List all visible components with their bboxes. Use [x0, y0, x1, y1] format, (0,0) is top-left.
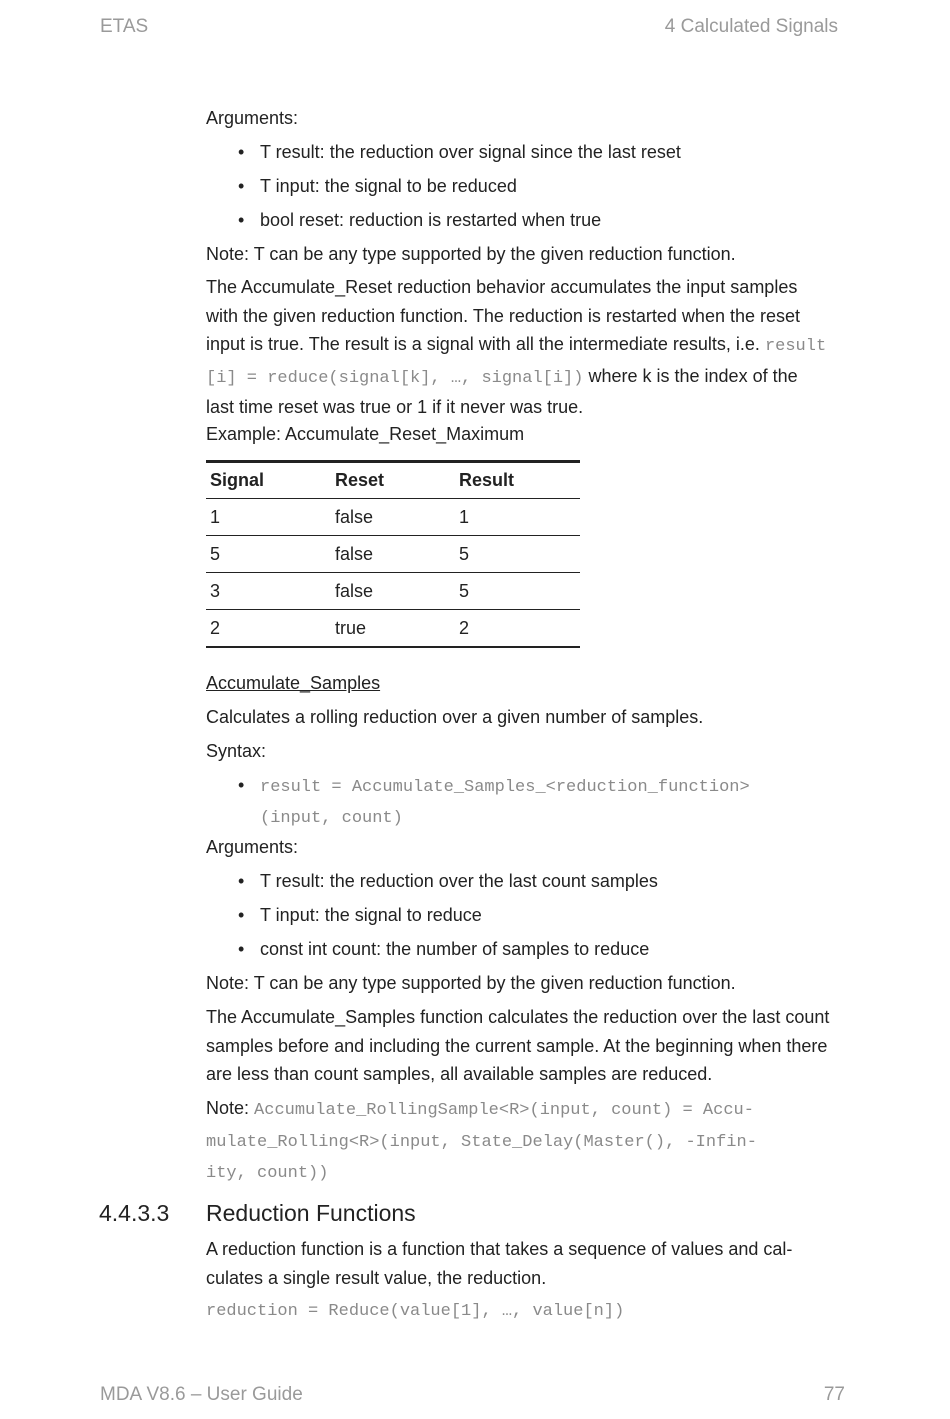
table-cell: 5 — [455, 536, 580, 573]
column-header: Result — [455, 462, 580, 499]
bullet-icon: • — [238, 905, 245, 925]
rolling-note: Note: Accumulate_RollingSample<R>(input, count) = Accu- mulate_Rolling<R>(input, State_Delay(Master(), -Infin- ity, count)) — [206, 1098, 757, 1183]
section-number: 4.4.3.3 — [99, 1200, 170, 1226]
bullet-icon: • — [238, 142, 245, 162]
inline-code: Accumulate_RollingSample<R>(input, count) = Accu- — [254, 1101, 754, 1120]
table-cell: 2 — [455, 610, 580, 648]
table-cell: 5 — [206, 536, 331, 573]
header-right: 4 Calculated Signals — [664, 16, 838, 37]
bullet-icon: • — [238, 939, 245, 959]
section-heading-accumulate-samples: Accumulate_Samples — [206, 673, 381, 693]
arguments-label: Arguments: — [206, 108, 299, 128]
header-left: ETAS — [100, 16, 149, 37]
reduction-code: reduction = Reduce(value[1], …, value[n]) — [206, 1302, 625, 1321]
reduction-paragraph: A reduction function is a function that takes a sequence of values and cal- culates a single result value, the reduction. — [206, 1239, 793, 1288]
table-cell: true — [331, 610, 455, 648]
bullet-icon: • — [238, 176, 245, 196]
note-text: Note: T can be any type supported by the given reduction function. — [206, 244, 736, 264]
reset-description: The Accumulate_Reset reduction behavior accumulates the input samples with the given reduction function. The reduction is restarted when the reset input is true. The result is a signal with all the intermediate results, i.e. result [i] = reduce(signal[k], …, signal[i]) where k is the index of the last time reset was true or 1 if it never was true. — [206, 277, 827, 417]
table-row — [206, 610, 580, 648]
bullet-icon: • — [238, 210, 245, 230]
samples-paragraph: The Accumulate_Samples function calculates the reduction over the last count samples before and including the current sample. At the beginning when there are less than count samples, all available samples are reduced. — [206, 1007, 830, 1084]
table-cell: 1 — [206, 499, 331, 536]
table-row — [206, 499, 580, 536]
footer-left: MDA V8.6 – User Guide — [100, 1384, 303, 1405]
table-cell: false — [331, 573, 455, 610]
table-cell: 2 — [206, 610, 331, 648]
table-cell: false — [331, 499, 455, 536]
inline-code: [i] = reduce(signal[k], …, signal[i]) — [206, 368, 584, 388]
syntax-code-line: result = Accumulate_Samples_<reduction_function> — [260, 778, 750, 797]
table-cell: 1 — [455, 499, 580, 536]
example-table — [206, 460, 580, 648]
column-header: Signal — [206, 462, 331, 499]
table-row — [206, 573, 580, 610]
section-title: Reduction Functions — [206, 1200, 416, 1226]
syntax-code-line: (input, count) — [260, 809, 403, 828]
bullet-icon: • — [238, 871, 245, 891]
bullet-icon: • — [238, 775, 245, 795]
syntax-label: Syntax: — [206, 741, 267, 761]
table-cell: false — [331, 536, 455, 573]
table-row — [206, 536, 580, 573]
example-label: Example: Accumulate_Reset_Maximum — [206, 424, 525, 444]
table-cell: 3 — [206, 573, 331, 610]
samples-description: Calculates a rolling reduction over a given number of samples. — [206, 707, 704, 727]
table-header-row — [206, 462, 580, 499]
inline-code: mulate_Rolling<R>(input, State_Delay(Master(), -Infin- — [206, 1132, 757, 1152]
table-cell: 5 — [455, 573, 580, 610]
note-text: Note: T can be any type supported by the given reduction function. — [206, 973, 736, 993]
column-header: Reset — [331, 462, 455, 499]
inline-code: ity, count)) — [206, 1164, 329, 1183]
inline-code: result — [764, 337, 827, 356]
arguments-label: Arguments: — [206, 837, 299, 857]
page-number: 77 — [823, 1384, 845, 1405]
